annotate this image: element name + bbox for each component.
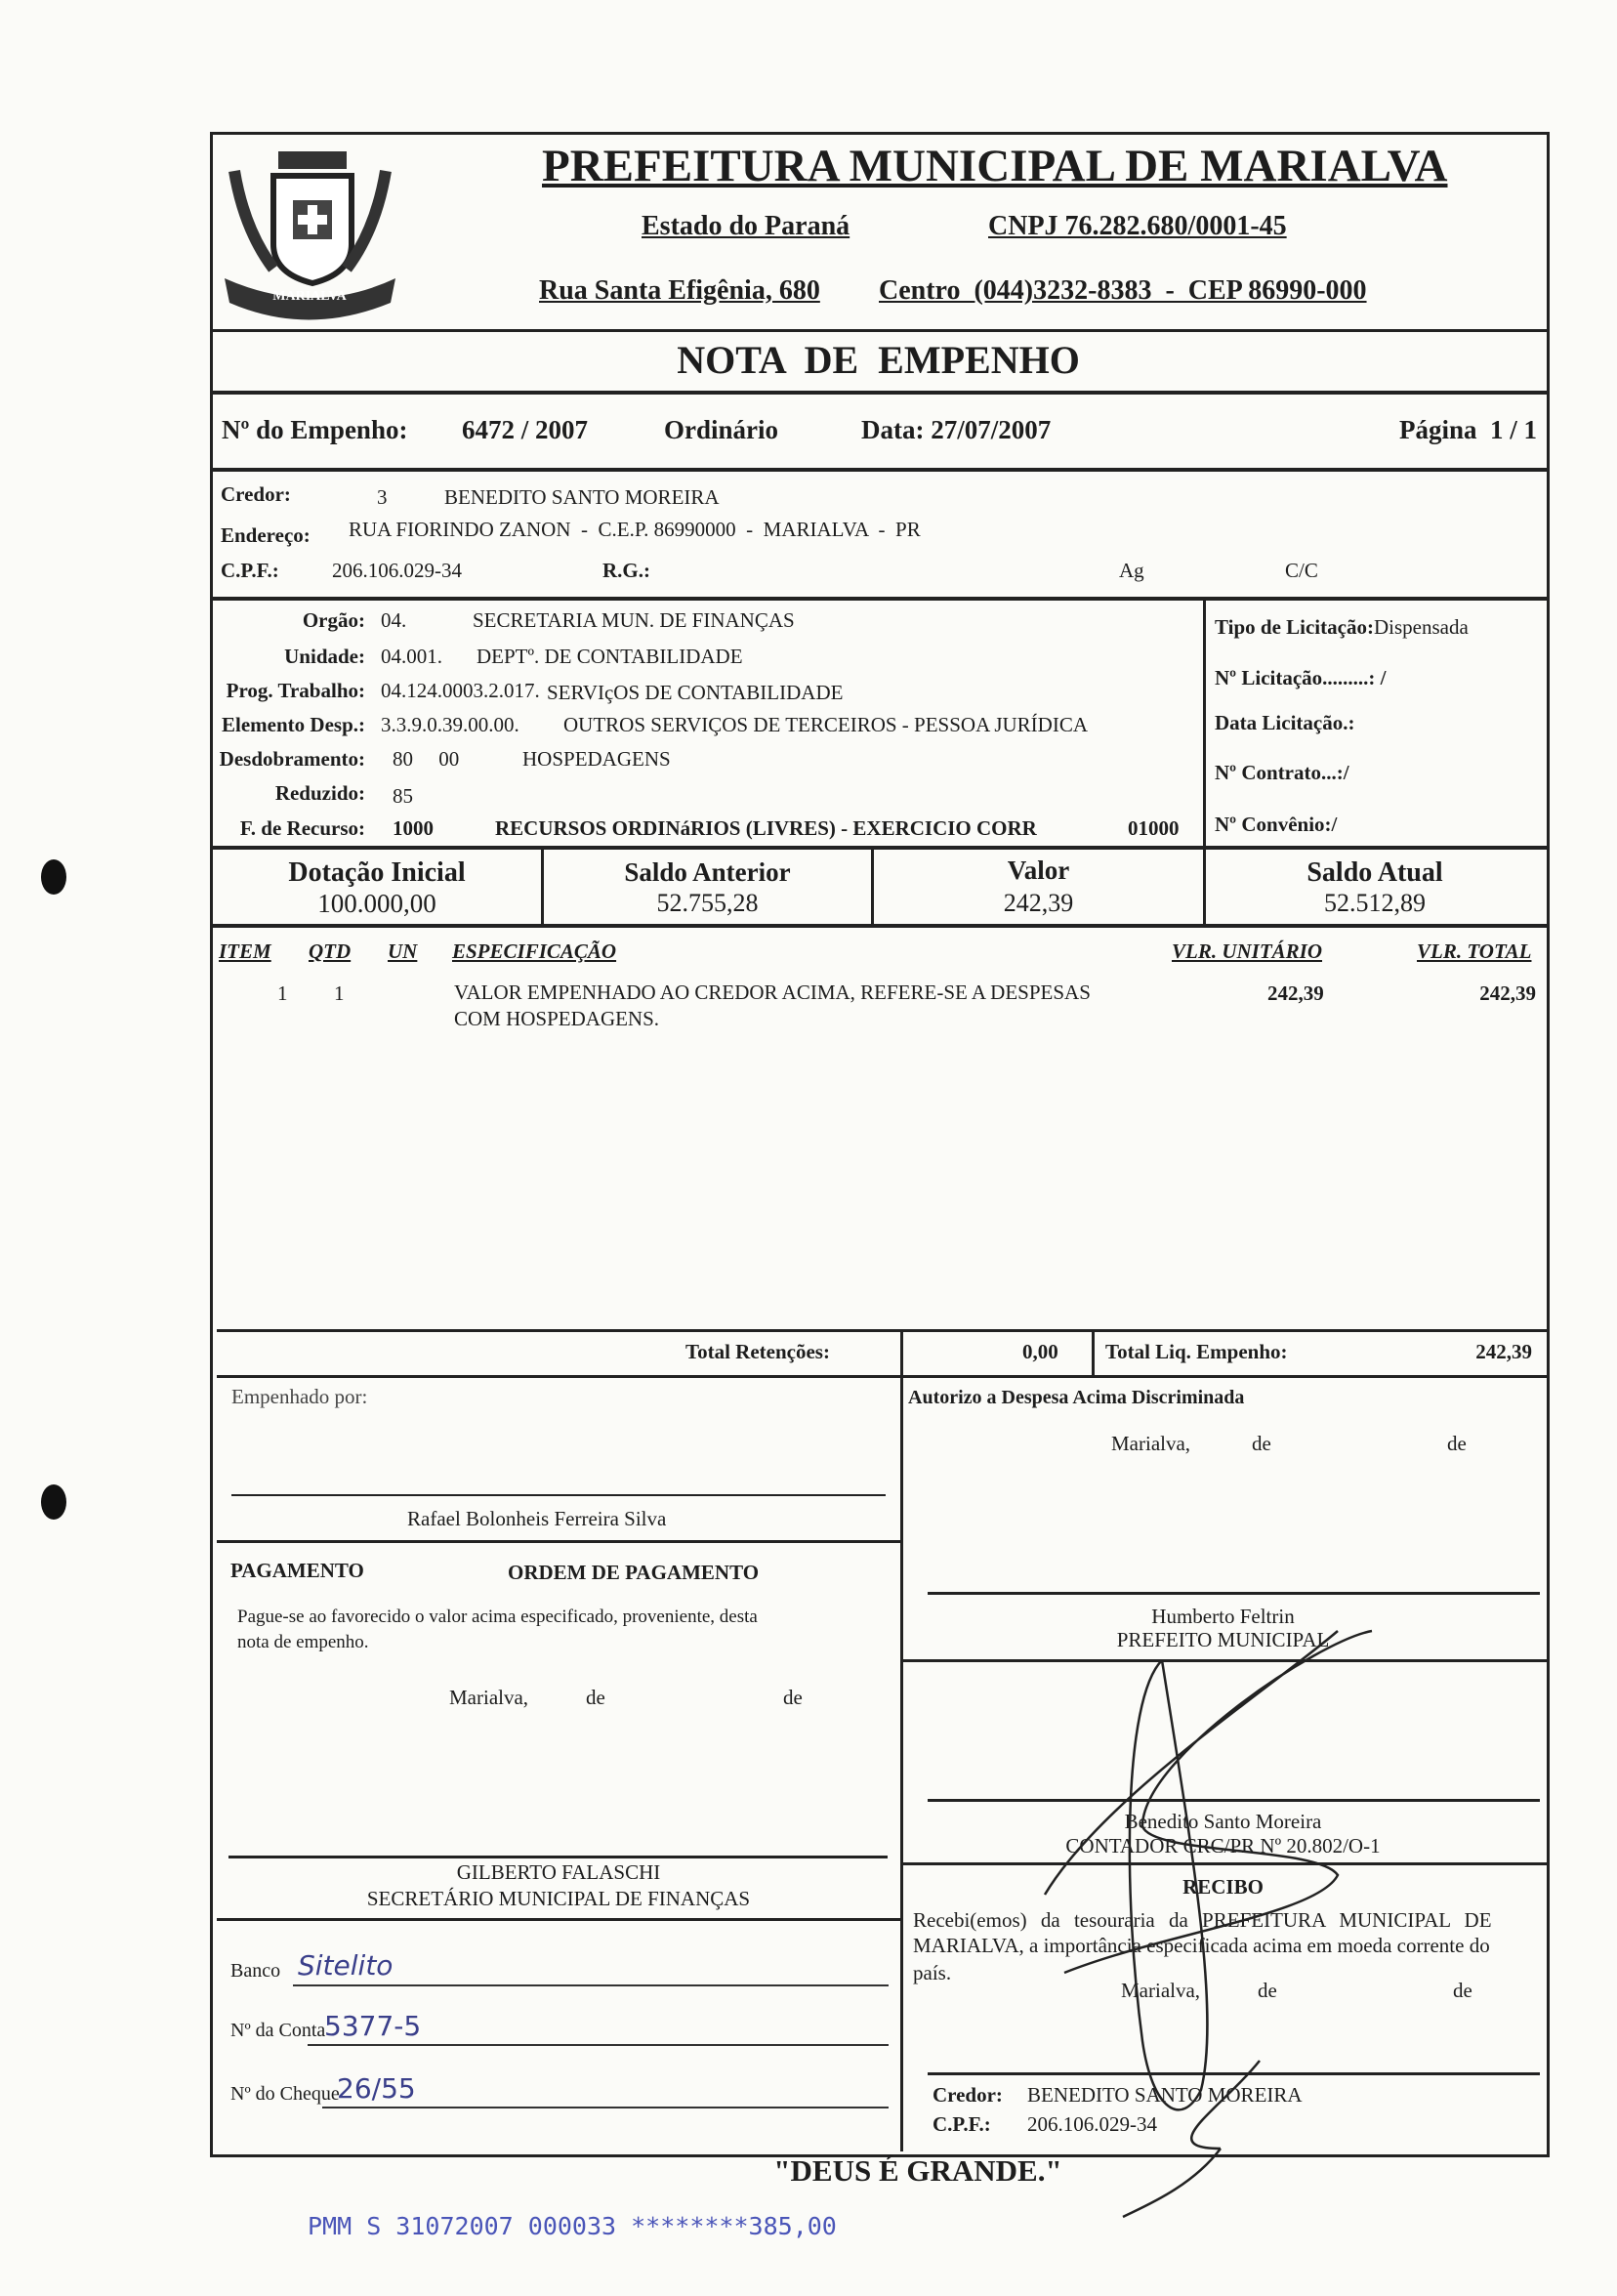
- autorizo-de1: de: [1252, 1432, 1271, 1455]
- recibo-credor-label: Credor:: [933, 2083, 1003, 2107]
- total-liq-value: 242,39: [1475, 1340, 1532, 1363]
- recurso-code2: 01000: [1128, 816, 1180, 840]
- item-spec-line2: COM HOSPEDAGENS.: [454, 1007, 660, 1030]
- recibo-text-line2: MARIALVA, a importância especificada acima em moeda corrente do: [913, 1934, 1490, 1957]
- prefeito-name: Humberto Feltrin: [1151, 1605, 1295, 1628]
- saldo-anterior-value: 52.755,28: [656, 889, 759, 917]
- col-header-especificacao: ESPECIFICAÇÃO: [452, 939, 617, 963]
- cpf-label: C.P.F.:: [221, 559, 279, 582]
- dotacao-inicial-value: 100.000,00: [317, 889, 436, 918]
- pagamento-label: PAGAMENTO: [230, 1559, 364, 1582]
- document-title: NOTA DE EMPENHO: [677, 338, 1080, 382]
- item-qtd: 1: [334, 981, 345, 1005]
- header-address: Rua Santa Efigênia, 680: [539, 275, 820, 306]
- empenhado-name: Rafael Bolonheis Ferreira Silva: [407, 1507, 667, 1530]
- signature-line: [228, 1856, 888, 1858]
- divider: [210, 391, 1547, 395]
- item-unit-value: 242,39: [1267, 981, 1324, 1005]
- ordem-pagamento-title: ORDEM DE PAGAMENTO: [508, 1561, 760, 1584]
- convenio-number: Nº Convênio:/: [1215, 813, 1338, 836]
- total-retencoes-label: Total Retenções:: [685, 1340, 830, 1363]
- recibo-de1: de: [1258, 1979, 1277, 2002]
- recibo-text-line3: país.: [913, 1961, 952, 1984]
- page-number: Página 1 / 1: [1398, 415, 1537, 444]
- reduzido-code: 85: [393, 784, 413, 808]
- recibo-title: RECIBO: [1182, 1875, 1264, 1899]
- recibo-de2: de: [1453, 1979, 1472, 2002]
- orgao-code: 04.: [381, 608, 407, 632]
- empenho-number: 6472 / 2007: [462, 415, 589, 444]
- conta-label: Nº da Conta: [230, 2020, 326, 2041]
- valor-label: Valor: [1007, 856, 1070, 885]
- divider: [210, 468, 1547, 472]
- divider: [217, 1375, 1547, 1378]
- header-contact: Centro (044)3232-8383 - CEP 86990-000: [879, 275, 1367, 306]
- punch-hole: [41, 859, 66, 895]
- header-title: PREFEITURA MUNICIPAL DE MARIALVA: [542, 141, 1448, 191]
- tipo-licitacao-value: Dispensada: [1373, 615, 1469, 639]
- pagamento-text-line1: Pague-se ao favorecido o valor acima especificado, proveniente, desta: [237, 1607, 758, 1627]
- desdobramento-desc: HOSPEDAGENS: [522, 747, 671, 771]
- contador-name: Benedito Santo Moreira: [1124, 1810, 1322, 1833]
- empenho-label: Nº do Empenho:: [222, 415, 408, 444]
- credor-label: Credor:: [221, 482, 291, 506]
- reduzido-label: Reduzido:: [274, 781, 365, 805]
- divider: [210, 597, 1547, 601]
- divider: [217, 1329, 1547, 1332]
- col-header-un: UN: [388, 939, 418, 963]
- header-cnpj: CNPJ 76.282.680/0001-45: [988, 211, 1287, 241]
- elemento-label: Elemento Desp.:: [222, 713, 365, 736]
- orgao-label: Orgão:: [302, 608, 365, 632]
- item-spec-line1: VALOR EMPENHADO AO CREDOR ACIMA, REFERE-SE A DESPESAS: [454, 981, 1091, 1004]
- cc-label: C/C: [1285, 559, 1318, 582]
- unidade-desc: DEPTº. DE CONTABILIDADE: [477, 645, 743, 668]
- col-header-item: ITEM: [219, 939, 271, 963]
- unidade-code: 04.001.: [381, 645, 442, 668]
- orgao-desc: SECRETARIA MUN. DE FINANÇAS: [473, 608, 795, 632]
- desdobramento-label: Desdobramento:: [219, 747, 365, 771]
- secretario-role: SECRETÁRIO MUNICIPAL DE FINANÇAS: [366, 1887, 751, 1910]
- divider: [1203, 597, 1206, 847]
- autorizo-de2: de: [1447, 1432, 1467, 1455]
- contador-role: CONTADOR CRC/PR Nº 20.802/O-1: [1065, 1834, 1381, 1858]
- pagamento-text-line2: nota de empenho.: [237, 1632, 369, 1652]
- empenho-date: Data: 27/07/2007: [861, 415, 1052, 444]
- conta-value: 5377-5: [324, 2010, 422, 2042]
- divider: [217, 1918, 902, 1921]
- prefeito-role: PREFEITO MUNICIPAL: [1116, 1628, 1330, 1651]
- pagamento-place: Marialva,: [449, 1686, 529, 1709]
- credor-name: BENEDITO SANTO MOREIRA: [444, 485, 720, 509]
- rg-label: R.G.:: [602, 559, 650, 582]
- address-label: Endereço:: [221, 523, 311, 547]
- conta-line: [308, 2044, 889, 2046]
- empenho-type: Ordinário: [664, 415, 779, 444]
- motto: "DEUS É GRANDE.": [773, 2153, 1062, 2188]
- unidade-label: Unidade:: [284, 645, 365, 668]
- banco-label: Banco: [230, 1960, 281, 1982]
- punch-hole: [41, 1484, 66, 1520]
- handwritten-signature: [1025, 1602, 1377, 2227]
- elemento-desc: OUTROS SERVIÇOS DE TERCEIROS - PESSOA JURÍDICA: [563, 713, 1089, 736]
- tipo-licitacao-label: Tipo de Licitação:: [1215, 615, 1374, 639]
- desdobramento-code: 80 00: [393, 747, 460, 771]
- elemento-code: 3.3.9.0.39.00.00.: [381, 713, 519, 736]
- col-header-vlr-unitario: VLR. UNITÁRIO: [1172, 939, 1323, 963]
- valor-value: 242,39: [1003, 889, 1074, 917]
- divider: [210, 924, 1547, 928]
- total-liq-label: Total Liq. Empenho:: [1105, 1340, 1288, 1363]
- autorizo-label: Autorizo a Despesa Acima Discriminada: [908, 1387, 1245, 1408]
- col-header-qtd: QTD: [309, 939, 352, 963]
- recibo-cpf-value: 206.106.029-34: [1027, 2112, 1157, 2136]
- recibo-text-line1: Recebi(emos) da tesouraria da PREFEITURA MUNICIPAL DE: [913, 1908, 1492, 1932]
- credor-cpf: 206.106.029-34: [332, 559, 462, 582]
- divider: [217, 1540, 902, 1543]
- recurso-code: 1000: [393, 816, 434, 840]
- banco-value: Sitelito: [298, 1949, 394, 1982]
- secretario-name: GILBERTO FALASCHI: [456, 1860, 661, 1884]
- cheque-value: 26/55: [337, 2072, 416, 2105]
- signature-line: [231, 1494, 886, 1496]
- licitacao-number: Nº Licitação.........: /: [1215, 666, 1387, 689]
- recibo-place: Marialva,: [1121, 1979, 1201, 2002]
- prog-trabalho-code: 04.124.0003.2.017.: [381, 679, 540, 702]
- recurso-desc: RECURSOS ORDINáRIOS (LIVRES) - EXERCICIO CORR: [495, 816, 1037, 840]
- tipo-licitacao: [1215, 615, 1469, 640]
- divider: [210, 846, 1547, 850]
- saldo-anterior-label: Saldo Anterior: [624, 857, 791, 887]
- prog-trabalho-desc: SERVIçOS DE CONTABILIDADE: [547, 681, 844, 704]
- licitacao-date: Data Licitação.:: [1215, 711, 1355, 734]
- contrato-number: Nº Contrato...:/: [1215, 761, 1349, 784]
- banco-line: [293, 1984, 889, 1986]
- divider: [210, 329, 1547, 332]
- signature-line: [928, 1592, 1540, 1595]
- credor-code: 3: [377, 485, 388, 509]
- credor-address: RUA FIORINDO ZANON - C.E.P. 86990000 - MARIALVA - PR: [349, 518, 921, 541]
- item-total-value: 242,39: [1479, 981, 1536, 1005]
- recurso-label: F. de Recurso:: [239, 816, 365, 840]
- total-retencoes-value: 0,00: [1022, 1340, 1058, 1363]
- svg-text:MARIALVA: MARIALVA: [272, 289, 347, 304]
- recibo-cpf-label: C.P.F.:: [933, 2112, 991, 2136]
- saldo-atual-value: 52.512,89: [1324, 889, 1426, 917]
- item-number: 1: [277, 981, 288, 1005]
- prog-trabalho-label: Prog. Trabalho:: [226, 679, 365, 702]
- coat-of-arms-logo: [215, 132, 405, 332]
- header-state: Estado do Paraná: [642, 211, 850, 241]
- dotacao-inicial-label: Dotação Inicial: [288, 857, 466, 888]
- cheque-label: Nº do Cheque: [230, 2083, 340, 2105]
- cheque-line: [322, 2107, 889, 2108]
- recibo-credor-name: BENEDITO SANTO MOREIRA: [1027, 2083, 1303, 2107]
- divider: [900, 1329, 903, 2151]
- ag-label: Ag: [1119, 559, 1144, 582]
- payment-stamp: PMM S 31072007 000033 ********385,00: [308, 2212, 837, 2240]
- autorizo-place: Marialva,: [1111, 1432, 1191, 1455]
- pagamento-de2: de: [783, 1686, 803, 1709]
- divider: [1092, 1329, 1095, 1376]
- empenhado-label: Empenhado por:: [231, 1385, 368, 1408]
- pagamento-de1: de: [586, 1686, 605, 1709]
- saldo-atual-label: Saldo Atual: [1306, 857, 1443, 888]
- col-header-vlr-total: VLR. TOTAL: [1417, 939, 1532, 963]
